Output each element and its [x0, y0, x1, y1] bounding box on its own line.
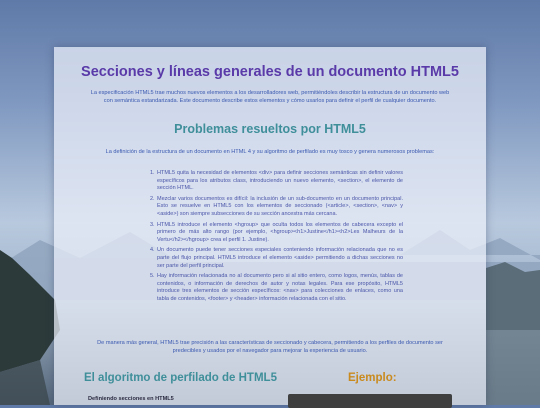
list-item-text: HTML5 introduce el elemento <hgroup> que oculta todos los elementos de cabecera excepto el primero de más alto rango (por ejemplo, <hgroup><h1>Justine</h1><h2>Les Malheurs de la Vertu</h2></hgroup> crea el perfil 1. Justine). [157, 221, 403, 243]
problems-intro-paragraph: La definición de la estructura de un documento en HTML 4 y su algoritmo de perfilado es muy tosco y genera numerosos problemas: [105, 149, 435, 155]
problems-heading: Problemas resueltos por HTML5 [174, 122, 366, 136]
page-title: Secciones y líneas generales de un documento HTML5 [81, 64, 459, 80]
code-example-box [288, 394, 452, 408]
list-item [150, 196, 403, 219]
list-item-text: Mezclar varios documentos es difícil: la inclusión de un sub-documento en un documento principal. Esto se resuelve en HTML5 con los elementos de seccionado (<article>, <section>, <nav> y <aside>) son siempre subsecciones de su sección ancestra más cercana. [157, 195, 403, 217]
list-item [150, 170, 403, 193]
list-item [150, 247, 403, 270]
closing-paragraph: De manera más general, HTML5 trae precisión a las características de seccionado y cabecera, permitiendo a los perfiles de documento ser predecibles y usados por el navegador para mejorar la experiencia de usuario. [97, 340, 443, 355]
list-item-text: Un documento puede tener secciones especiales conteniendo información relacionada que no es parte del flujo principal. HTML5 introduce el elemento <aside> permitiendo a dichas secciones no ser parte del perfil principal. [157, 247, 403, 269]
example-heading: Ejemplo: [348, 372, 397, 384]
list-item-number: 3. [150, 221, 155, 228]
problems-list [150, 170, 403, 307]
algorithm-heading: El algoritmo de perfilado de HTML5 [84, 372, 277, 384]
list-item [150, 273, 403, 303]
list-item-number: 1. [150, 170, 155, 176]
list-item-number: 4. [150, 247, 155, 254]
defining-sections-subheading: Definiendo secciones en HTML5 [88, 396, 174, 402]
list-item [150, 222, 403, 245]
list-item-text: Hay información relacionada no al documento pero si al sitio entero, como logos, menús, tablas de contenidos, o información de derechos de autor y notas legales. Para ese propósito, HTML5 introduce tres elementos de sección específicos: <nav> para colecciones de enlaces, como una tabla de contenidos, <footer> y <header> información relacionada con el sitio. [157, 273, 403, 302]
list-item-number: 5. [150, 273, 155, 280]
list-item-text: HTML5 quita la necesidad de elementos <div> para definir secciones semánticas sin definir valores específicos para los atributos class, introduciendo un nuevo elemento, <section>, el elemento de sección HTML. [157, 170, 403, 192]
list-item-number: 2. [150, 195, 155, 202]
intro-paragraph: La especificación HTML5 trae muchos nuevos elementos a los desarrolladores web, permitiéndoles describir la estructura de un documento web con semántica estandarizada. Este documento describe estos elementos y cómo usarlos para definir el perfil de cualquier documento. [90, 90, 450, 105]
